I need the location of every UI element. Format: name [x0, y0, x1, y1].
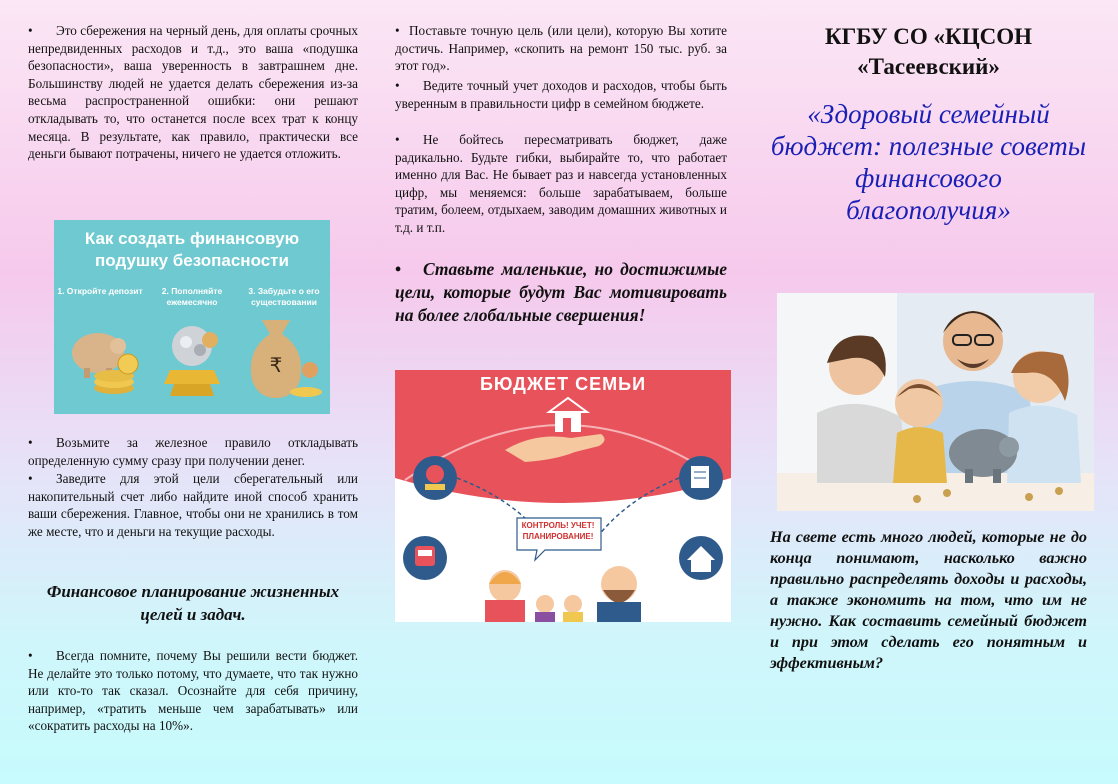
bullet: •	[395, 132, 400, 147]
rupee-bag-icon	[251, 320, 322, 398]
paragraph-revise	[395, 131, 727, 237]
section-heading: Финансовое планирование жизненных целей и задач.	[46, 582, 340, 624]
paragraph-rule	[28, 434, 358, 469]
family-piggy-bank-photo	[777, 293, 1094, 511]
money-circle-icon	[413, 456, 457, 500]
paragraph-text: Заведите для этой цели сберегательный или накопительный счет либо найдите иной способ хранить ваши сбережения. Главное, чтобы они не хранились в том же месте, что и деньги на текущие расходы.	[28, 471, 358, 539]
family-budget-illustration	[395, 370, 731, 622]
paragraph-text: Это сбережения на черный день, для оплаты срочных непредвиденных расходов и т.д., это ваша «подушка безопасности», ваша уверенность в завтрашнем дне. Большинству людей не удается делать сбережения из-за весьма распространенной ошибки: они решают откладывать то, что останется после всех трат к концу месяца. В результате, как правило, практически все деньги бывают потрачены, ничего не удается отложить.	[28, 23, 358, 162]
infographic-step-1: 1. Откройте депозит	[57, 286, 143, 296]
house-circle-icon	[679, 536, 723, 580]
paragraph-text: Ставьте маленькие, но достижимые цели, которые будут Вас мотивировать на более глобальные свершения!	[395, 259, 727, 325]
paragraph-savings-intro	[28, 22, 358, 163]
train-circle-icon	[403, 536, 447, 580]
bullet: •	[28, 23, 33, 38]
family-photo	[777, 293, 1094, 511]
infographic-illustrations	[54, 220, 330, 414]
paragraph-text: Не бойтесь пересматривать бюджет, даже радикально. Будьте гибки, выбирайте то, что работает именно для Вас. Не бывает раз и навсегда установленных цифр, мы меняемся: больше зарабатываем, больше тратим, болеем, отдыхаем, заводим домашних животных и т.д. и т.п.	[395, 132, 727, 235]
paragraph-account	[28, 470, 358, 540]
column-left	[28, 0, 358, 784]
paragraph-text: Всегда помните, почему Вы решили вести бюджет. Не делайте это только потому, что думаете, что так нужно или кто-то так сказал. Осознайте для себя причину, например, «тратить меньше чем зарабатывать» или «сократить расходы на 10%».	[28, 648, 358, 734]
paragraph-tracking	[395, 77, 727, 112]
paragraph-text: Ведите точный учет доходов и расходов, чтобы быть уверенным в правильности цифр в семейном бюджете.	[395, 78, 727, 111]
bullet: •	[395, 78, 400, 93]
bullet: •	[28, 471, 33, 486]
money-bag-icon	[164, 326, 220, 396]
infographic-title: Как создать финансовую подушку безопасности	[84, 229, 300, 270]
bullet: •	[28, 648, 33, 663]
paragraph-remember	[28, 647, 358, 735]
safety-cushion-infographic	[54, 220, 330, 414]
family-budget-infographic	[395, 370, 731, 622]
documents-circle-icon	[679, 456, 723, 500]
speech-bubble-text: КОНТРОЛЬ! УЧЕТ! ПЛАНИРОВАНИЕ!	[521, 521, 595, 541]
bullet: •	[395, 23, 400, 38]
organization-name: КГБУ СО «КЦСОН «Тасеевский»	[824, 24, 1033, 79]
paragraph-intro-question: На свете есть много людей, которые не до конца понимают, насколько важно правильно распределять доходы и расходы, а также экономить на том, что им не нужно. Как составить семейный бюджет и при этом сделать его понятным и эффективным?	[770, 528, 1087, 672]
paragraph-text: Возьмите за железное правило откладывать определенную сумму сразу при получении денег.	[28, 435, 358, 468]
infographic-step-2: 2. Пополняйте ежемесячно	[161, 286, 223, 307]
bullet: •	[395, 259, 402, 279]
paragraph-small-goals	[395, 258, 727, 327]
paragraph-goal	[395, 22, 727, 75]
paragraph-text: Поставьте точную цель (или цели), которую Вы хотите достичь. Например, «скопить на ремонт 150 тыс. руб. за этот год».	[395, 23, 727, 74]
piggy-bank-icon	[72, 333, 138, 394]
brochure-title: «Здоровый семейный бюджет: полезные советы финансового благополучия»	[770, 99, 1087, 225]
family-icon	[485, 566, 641, 622]
infographic-step-3: 3. Забудьте о его существовании	[248, 286, 320, 307]
bullet: •	[28, 435, 33, 450]
infographic-title: БЮДЖЕТ СЕМЬИ	[479, 374, 647, 394]
svg-text:₹: ₹	[269, 353, 283, 377]
